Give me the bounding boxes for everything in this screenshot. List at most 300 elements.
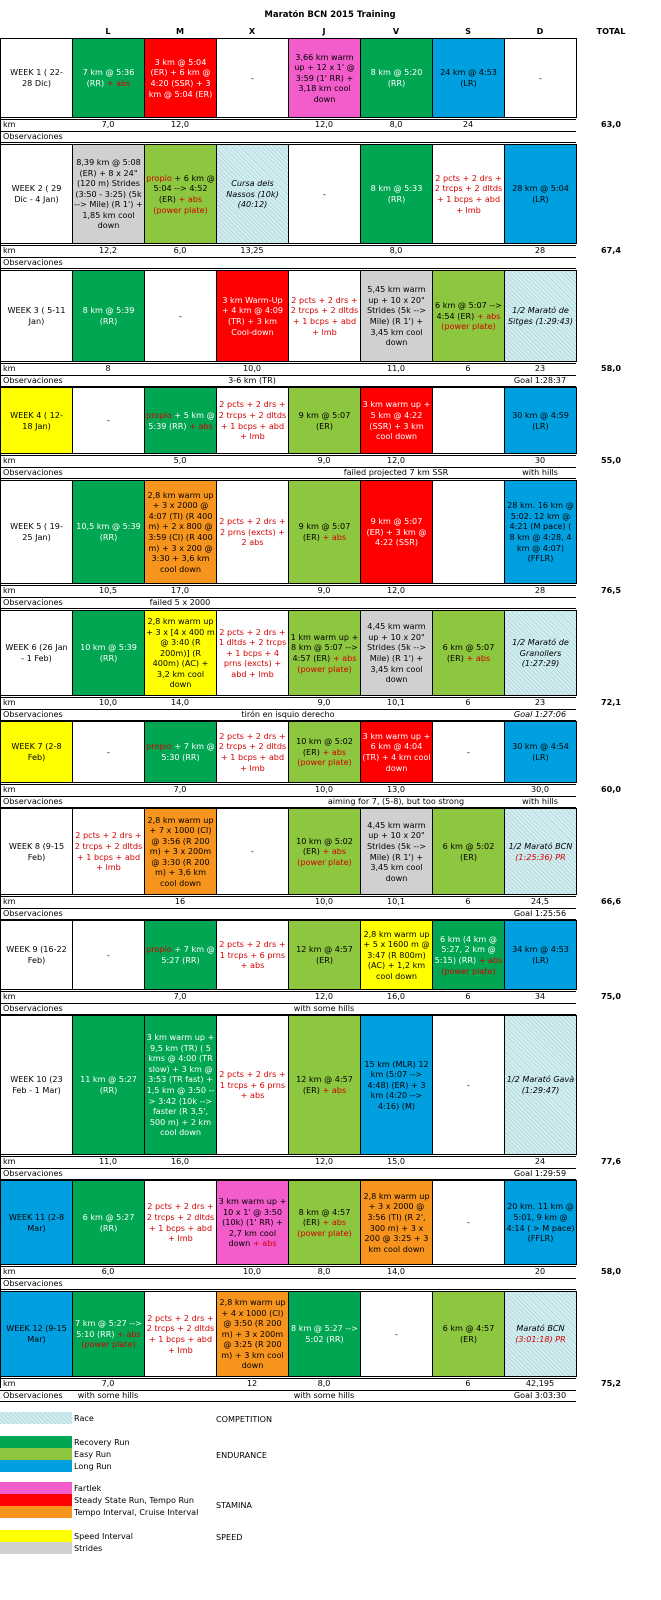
- workout-text: [434, 1323, 503, 1344]
- workout-cell[interactable]: [504, 1291, 577, 1377]
- km-value: 6,0: [101, 1266, 115, 1277]
- workout-text-part: 6 km @ 5:07 --> 4:54 (ER): [435, 300, 502, 321]
- obs-label: Observaciones: [3, 1278, 63, 1289]
- km-value: [144, 1266, 216, 1277]
- km-value: 24: [534, 1156, 546, 1167]
- observation-text: aiming for 7, (5-8), but too strong: [327, 796, 465, 807]
- workout-cell[interactable]: [216, 920, 289, 990]
- km-value: 6: [465, 363, 471, 374]
- week-label-text: WEEK 6 (26 Jan - 1 Feb): [5, 642, 68, 663]
- workout-cell[interactable]: [288, 144, 361, 244]
- workout-cell[interactable]: [432, 610, 505, 696]
- workout-text-part: 9 km @ 5:07 (ER): [298, 409, 351, 431]
- workout-cell[interactable]: [432, 387, 505, 454]
- workout-text: [74, 157, 143, 231]
- workout-text-part: 2,8 km warm up + 3 x 2000 @ 4:07 (TI) (R 400 m) + 2 x 800 @ 3:59 (CI) (R 400 m) + 3 x 200 @ 3:30 + 3,6 km cool down: [147, 489, 214, 574]
- workout-cell[interactable]: [144, 721, 217, 783]
- workout-cell[interactable]: [432, 721, 505, 783]
- km-value: 13,0: [386, 784, 406, 795]
- workout-text: [290, 944, 359, 965]
- km-label: km: [3, 119, 16, 130]
- obs-label: Observaciones: [3, 131, 63, 142]
- workout-text-part: Marató BCN: [516, 1323, 565, 1334]
- workout-text: [506, 944, 575, 965]
- workout-text: [146, 57, 215, 99]
- legend-label: Recovery Run: [74, 1437, 130, 1447]
- workout-text: [218, 1196, 287, 1249]
- week-label: [0, 1291, 73, 1377]
- workout-extra-text: + abs (power plate): [297, 1217, 352, 1238]
- workout-cell[interactable]: [432, 920, 505, 990]
- workout-text: [434, 173, 503, 215]
- workout-cell[interactable]: [504, 480, 577, 584]
- day-header-d: D: [536, 25, 544, 36]
- km-value: 42,195: [525, 1378, 555, 1389]
- km-value: [504, 119, 576, 130]
- workout-text-part: 6 km @ 5:27 (RR): [82, 1211, 135, 1233]
- workout-text: [74, 415, 143, 426]
- km-value: 10,0: [98, 697, 118, 708]
- workout-cell[interactable]: [504, 38, 577, 118]
- workout-cell[interactable]: [432, 480, 505, 584]
- workout-cell[interactable]: [144, 1180, 217, 1265]
- workout-cell[interactable]: [144, 387, 217, 454]
- obs-label: Observaciones: [3, 1003, 63, 1014]
- legend-label: Speed Interval: [74, 1531, 133, 1541]
- workout-text: [362, 399, 431, 441]
- km-value: 12: [246, 1378, 258, 1389]
- workout-text-part: 12 km @ 4:57 (ER): [296, 1074, 353, 1095]
- workout-cell[interactable]: [72, 610, 145, 696]
- workout-cell[interactable]: [72, 38, 145, 118]
- workout-cell[interactable]: [432, 38, 505, 118]
- workout-extra-text: + abs: [466, 653, 491, 663]
- km-value: [216, 1156, 288, 1167]
- workout-text-part: -: [251, 72, 254, 83]
- workout-text: [146, 410, 215, 431]
- workout-cell[interactable]: [216, 1015, 289, 1155]
- observation-text: with some hills: [293, 1003, 355, 1014]
- workout-text: [290, 736, 359, 768]
- km-value: 10,5: [98, 585, 118, 596]
- workout-text-part: 2 pcts + 2 drs + 2 trcps + 2 dltds + 1 bcps + abd + lmb: [434, 172, 503, 215]
- workout-text-part: 3 km Warm-Up + 4 km @ 4:09 (TR) + 3 km Cool-down: [221, 294, 284, 337]
- workout-text-part: 2 pcts + 2 drs + 1 dltds + 2 trcps + 1 bcps + 4 prns (excts) + abd + lmb: [218, 626, 287, 679]
- workout-cell[interactable]: [288, 610, 361, 696]
- workout-cell[interactable]: [504, 610, 577, 696]
- km-value: 10,0: [242, 363, 262, 374]
- observation-text: with hills: [522, 796, 558, 807]
- legend-swatch-fartlek: [0, 1482, 72, 1494]
- workout-cell[interactable]: [288, 38, 361, 118]
- workout-cell[interactable]: [504, 920, 577, 990]
- workout-text: [146, 944, 215, 965]
- workout-cell[interactable]: [432, 144, 505, 244]
- observation-text: tirón en isquio derecho: [241, 709, 335, 720]
- workout-text-part: 8 km @ 5:20 (RR): [370, 67, 423, 88]
- km-value: [72, 896, 144, 907]
- workout-cell[interactable]: [360, 808, 433, 895]
- workout-text: [218, 627, 287, 680]
- workout-cell[interactable]: [72, 920, 145, 990]
- workout-text: [362, 621, 431, 684]
- workout-extra-text: (3:01:18) PR: [515, 1334, 566, 1344]
- km-value: 10,0: [314, 784, 334, 795]
- workout-cell[interactable]: [72, 1291, 145, 1377]
- workout-text: [74, 1318, 143, 1350]
- workout-cell[interactable]: [144, 610, 217, 696]
- workout-text-part: 2,8 km warm up + 4 x 1000 (CI) @ 3:50 (R 200 m) + 3 x 200m @ 3:25 (R 200 m) + 3 km cool down: [219, 1297, 286, 1371]
- workout-cell[interactable]: [360, 721, 433, 783]
- workout-cell[interactable]: [216, 38, 289, 118]
- observation-text: Goal 1:25:56: [513, 908, 567, 919]
- workout-text: [506, 1074, 575, 1095]
- km-value: 12,0: [314, 119, 334, 130]
- workout-text: [146, 1313, 215, 1355]
- workout-cell[interactable]: [72, 1180, 145, 1265]
- workout-cell[interactable]: [360, 1291, 433, 1377]
- workout-text: [434, 747, 503, 758]
- workout-text-part: 6 km @ 5:07 (ER): [442, 642, 495, 663]
- workout-cell[interactable]: [432, 1291, 505, 1377]
- workout-cell[interactable]: [504, 1015, 577, 1155]
- workout-cell[interactable]: [504, 808, 577, 895]
- week-label-text: WEEK 2 ( 29 Dic - 4 Jan): [11, 183, 62, 204]
- workout-extra-text: + abs: [322, 532, 347, 542]
- day-header-l: L: [105, 25, 111, 36]
- workout-cell[interactable]: [216, 721, 289, 783]
- km-value: 6: [465, 991, 471, 1002]
- workout-text: [146, 311, 215, 322]
- week-label: [0, 38, 73, 118]
- obs-row-line: [0, 131, 576, 132]
- workout-text-part: 2 pcts + 2 drs + 2 trcps + 2 dltds + 1 bcps + abd + lmb: [146, 1201, 215, 1244]
- workout-text: [434, 1080, 503, 1091]
- workout-text: [74, 521, 143, 542]
- workout-text-part: 3 km warm up + 5 km @ 4:22 (SSR) + 3 km cool down: [362, 399, 431, 442]
- workout-cell[interactable]: [72, 270, 145, 362]
- workout-text: [146, 1032, 215, 1137]
- legend-swatch-race: [0, 1412, 72, 1424]
- legend-category: STAMINA: [216, 1500, 252, 1510]
- workout-text: [434, 300, 503, 332]
- km-label: km: [3, 991, 16, 1002]
- workout-cell[interactable]: [216, 1291, 289, 1377]
- km-label: km: [3, 363, 16, 374]
- workout-text-part: 8 km @ 5:39 (RR): [82, 305, 135, 326]
- workout-text: [218, 1069, 287, 1101]
- km-value: [144, 363, 216, 374]
- workout-text-part: 2 pcts + 2 drs + 2 trcps + 2 dltds + 1 bcps + abd + lmb: [146, 1312, 215, 1355]
- workout-cell[interactable]: [216, 480, 289, 584]
- workout-cell[interactable]: [432, 1015, 505, 1155]
- obs-row-line: [0, 1168, 576, 1169]
- km-value: [216, 896, 288, 907]
- workout-cell[interactable]: [216, 144, 289, 244]
- workout-extra-text: + abs (power plate): [297, 653, 357, 674]
- obs-label: Observaciones: [3, 1390, 63, 1401]
- km-value: 8: [105, 363, 111, 374]
- workout-cell[interactable]: [432, 270, 505, 362]
- observation-text: failed 5 x 2000: [149, 597, 211, 608]
- workout-cell[interactable]: [360, 1180, 433, 1265]
- km-value: [288, 363, 360, 374]
- workout-cell[interactable]: [288, 721, 361, 783]
- workout-text-part: 2 pcts + 2 drs + 1 trcps + 6 prns + abs: [219, 939, 286, 971]
- workout-extra-text: + abs (power plate): [441, 310, 501, 332]
- workout-cell[interactable]: [504, 1180, 577, 1265]
- week-total: 58,0: [601, 363, 621, 374]
- workout-cell[interactable]: [360, 480, 433, 584]
- workout-cell[interactable]: [216, 610, 289, 696]
- workout-cell[interactable]: [144, 480, 217, 584]
- km-value: 6: [465, 1378, 471, 1389]
- workout-text: [74, 305, 143, 326]
- workout-text-part: 15 km (MLR) 12 km (5:07 --> 4:48) (ER) + 3 km (4:20 --> 4:16) (M): [364, 1058, 429, 1111]
- workout-cell[interactable]: [360, 38, 433, 118]
- km-value: [144, 1378, 216, 1389]
- obs-label: Observaciones: [3, 1168, 63, 1179]
- workout-text: [74, 1074, 143, 1095]
- km-label: km: [3, 245, 16, 256]
- workout-text: [218, 178, 287, 210]
- km-value: 12,0: [314, 991, 334, 1002]
- obs-label: Observaciones: [3, 709, 63, 720]
- workout-cell[interactable]: [288, 1015, 361, 1155]
- week-label: [0, 270, 73, 362]
- workout-extra-text: propio: [146, 944, 172, 955]
- workout-cell[interactable]: [144, 1291, 217, 1377]
- workout-text-part: 3,66 km warm up + 12 x 1' @ 3:59 (1' RR) + 3,18 km cool down: [294, 51, 355, 104]
- km-value: 7,0: [173, 784, 187, 795]
- workout-cell[interactable]: [72, 1015, 145, 1155]
- workout-text-part: 6 km @ 5:02 (ER): [442, 840, 495, 862]
- workout-text-part: 10 km @ 5:02 (ER): [296, 835, 353, 857]
- workout-text-part: 24 km @ 4:53 (LR): [440, 67, 497, 88]
- workout-cell[interactable]: [144, 920, 217, 990]
- workout-text: [146, 490, 215, 574]
- legend-swatch-speed: [0, 1530, 72, 1542]
- workout-cell[interactable]: [144, 270, 217, 362]
- day-header-x: X: [248, 25, 256, 36]
- workout-text: [146, 173, 215, 215]
- workout-text: [506, 1201, 575, 1243]
- workout-text-part: 2 pcts + 2 drs + 2 trcps + 2 dltds + 1 bcps + abd + lmb: [218, 730, 287, 773]
- legend-swatch-strides: [0, 1542, 72, 1554]
- obs-row-line: [0, 1278, 576, 1279]
- workout-text-part: -: [539, 72, 542, 83]
- observation-text: Goal 3:03:30: [513, 1390, 567, 1401]
- week-total: 76,5: [601, 585, 621, 596]
- km-value: [432, 1266, 504, 1277]
- workout-text-part: 1/2 Marató BCN: [508, 840, 573, 851]
- workout-text: [218, 939, 287, 971]
- obs-row-line: [0, 1289, 576, 1290]
- sheet-title: Maratón BCN 2015 Training: [264, 10, 396, 21]
- workout-cell[interactable]: [72, 387, 145, 454]
- workout-text-part: 2 pcts + 2 drs + 2 trcps + 2 dltds + 1 bcps + abd + lmb: [218, 399, 287, 442]
- workout-text: [290, 1323, 359, 1344]
- workout-cell[interactable]: [360, 387, 433, 454]
- obs-row-line: [0, 268, 576, 269]
- legend-label: Easy Run: [74, 1449, 112, 1459]
- workout-text: [434, 841, 503, 862]
- workout-text-part: 2,8 km warm up + 5 x 1600 m @ 3:47 (R 800m) (AC) + 1,2 km cool down: [363, 928, 430, 981]
- workout-text-part: 8 km @ 5:33 (RR): [370, 183, 423, 204]
- workout-extra-text: + abs (power plate): [441, 955, 503, 976]
- km-value: [216, 455, 288, 466]
- workout-text-part: 3 km warm up + 10 x 1' @ 3:50 (10k) (1' RR) + 2,7 km cool down: [218, 1196, 287, 1249]
- workout-cell[interactable]: [504, 270, 577, 362]
- workout-text: [362, 516, 431, 548]
- workout-text-part: 1/2 Marató Gavà (1:29:47): [506, 1074, 575, 1095]
- workout-cell[interactable]: [288, 387, 361, 454]
- workout-cell[interactable]: [432, 808, 505, 895]
- workout-cell[interactable]: [288, 808, 361, 895]
- workout-text: [290, 52, 359, 105]
- workout-text-part: 9 km @ 5:07 (ER): [298, 521, 351, 542]
- km-value: 9,0: [317, 697, 331, 708]
- workout-cell[interactable]: [360, 144, 433, 244]
- workout-text-part: 8 km @ 4:57 (ER): [298, 1206, 351, 1228]
- workout-cell[interactable]: [72, 808, 145, 895]
- workout-cell[interactable]: [504, 144, 577, 244]
- workout-text-part: + 6 km @ 5:04 --> 4:52 (ER): [153, 172, 215, 204]
- workout-cell[interactable]: [288, 1291, 361, 1377]
- workout-text-part: + 5 km @ 5:39 (RR): [148, 409, 215, 431]
- workout-text: [218, 295, 287, 337]
- workout-cell[interactable]: [72, 144, 145, 244]
- week-label-text: WEEK 10 (23 Feb - 1 Mar): [10, 1074, 63, 1095]
- workout-text-part: 8,39 km @ 5:08 (ER) + 8 x 24" (120 m) Strides (3:50 - 3:25) (5k --> Mile) (R 1') + 1,85 km cool down: [74, 157, 143, 231]
- workout-text-part: 1 km warm up + 8 km @ 5:07 --> 4:57 (ER): [290, 631, 359, 663]
- workout-cell[interactable]: [360, 920, 433, 990]
- workout-text: [506, 183, 575, 204]
- workout-text: [362, 183, 431, 204]
- week-label: [0, 808, 73, 895]
- workout-cell[interactable]: [288, 920, 361, 990]
- workout-text-part: 30 km @ 4:59 (LR): [512, 409, 569, 431]
- workout-cell[interactable]: [360, 610, 433, 696]
- week-total: 60,0: [601, 784, 621, 795]
- workout-text: [434, 1217, 503, 1228]
- workout-cell[interactable]: [360, 1015, 433, 1155]
- workout-text: [74, 747, 143, 758]
- week-label-text: WEEK 4 ( 12-18 Jan): [10, 409, 63, 431]
- workout-text-part: 7 km @ 5:36 (RR): [82, 67, 135, 88]
- workout-cell[interactable]: [144, 144, 217, 244]
- workout-cell[interactable]: [288, 270, 361, 362]
- workout-cell[interactable]: [144, 38, 217, 118]
- workout-cell[interactable]: [216, 387, 289, 454]
- km-value: 14,0: [386, 1266, 406, 1277]
- workout-text-part: 2,8 km warm up + 3 x 2000 @ 3:56 (TI) (R 2', 300 m) + 3 x 200 @ 3:25 + 3 km cool down: [363, 1190, 430, 1254]
- week-total: 66,6: [601, 896, 621, 907]
- workout-text: [434, 934, 503, 976]
- km-value: 11,0: [386, 363, 406, 374]
- workout-extra-text: (1:25:36) PR: [515, 851, 566, 862]
- workout-cell[interactable]: [504, 387, 577, 454]
- km-value: 34: [534, 991, 546, 1002]
- km-label: km: [3, 1378, 16, 1389]
- workout-extra-text: + abs: [189, 420, 213, 431]
- km-value: 5,0: [173, 455, 187, 466]
- legend-label: Strides: [74, 1543, 103, 1553]
- workout-cell[interactable]: [360, 270, 433, 362]
- week-label-text: WEEK 7 (2-8 Feb): [11, 741, 62, 762]
- workout-text: [290, 1074, 359, 1095]
- km-label: km: [3, 1266, 16, 1277]
- workout-cell[interactable]: [216, 270, 289, 362]
- week-label: [0, 610, 73, 696]
- total-header: TOTAL: [596, 25, 626, 36]
- km-value: [216, 585, 288, 596]
- workout-extra-text: propio: [146, 741, 172, 752]
- observation-text: with some hills: [293, 1390, 355, 1401]
- km-value: [72, 991, 144, 1002]
- workout-cell[interactable]: [72, 721, 145, 783]
- workout-text: [506, 741, 575, 762]
- legend-category: SPEED: [216, 1532, 243, 1542]
- week-total: 77,6: [601, 1156, 621, 1167]
- workout-text-part: 34 km @ 4:53 (LR): [512, 944, 569, 965]
- workout-text: [290, 1207, 359, 1239]
- workout-text: [74, 830, 143, 872]
- week-label: [0, 1015, 73, 1155]
- obs-row-line: [0, 478, 576, 479]
- legend-label: Race: [74, 1413, 94, 1423]
- legend-label: Long Run: [74, 1461, 112, 1471]
- workout-cell[interactable]: [216, 808, 289, 895]
- legend-swatch-steady: [0, 1494, 72, 1506]
- workout-cell[interactable]: [288, 1180, 361, 1265]
- week-total: 75,2: [601, 1378, 621, 1389]
- km-value: 23: [534, 363, 546, 374]
- workout-cell[interactable]: [432, 1180, 505, 1265]
- km-label: km: [3, 585, 16, 596]
- week-total: 72,1: [601, 697, 621, 708]
- workout-extra-text: + abs (power plate): [297, 746, 352, 768]
- workout-text-part: -: [323, 188, 326, 199]
- workout-cell[interactable]: [144, 808, 217, 895]
- km-value: 28: [534, 585, 546, 596]
- obs-row-line: [0, 608, 576, 609]
- workout-cell[interactable]: [72, 480, 145, 584]
- km-label: km: [3, 697, 16, 708]
- workout-text-part: 20 km. 11 km @ 5:01, 9 km @ 4:14 ( > M pace) (FFLR): [506, 1201, 575, 1244]
- workout-extra-text: + abs (power plate): [81, 1328, 141, 1350]
- workout-cell[interactable]: [216, 1180, 289, 1265]
- km-value: 12,0: [314, 1156, 334, 1167]
- workout-text: [362, 67, 431, 88]
- workout-text-part: -: [107, 949, 110, 960]
- km-value: 9,0: [317, 585, 331, 596]
- workout-text-part: 3 km @ 5:04 (ER) + 6 km @ 4:20 (SSR) + 3 km @ 5:04 (ER): [148, 56, 213, 99]
- km-value: 7,0: [101, 119, 115, 130]
- workout-text: [290, 410, 359, 431]
- workout-text: [362, 1329, 431, 1340]
- workout-cell[interactable]: [144, 1015, 217, 1155]
- workout-cell[interactable]: [504, 721, 577, 783]
- km-value: [216, 784, 288, 795]
- workout-cell[interactable]: [288, 480, 361, 584]
- workout-text-part: 1/2 Marató de Sitges (1:29:43): [508, 305, 573, 326]
- week-total: 58,0: [601, 1266, 621, 1277]
- km-value: 6,0: [173, 245, 187, 256]
- week-label-text: WEEK 8 (9-15 Feb): [8, 840, 65, 862]
- workout-text-part: 2,8 km warm up + 3 x [4 x 400 m @ 3:40 (R 200m)] (R 400m) (AC) + 3,2 km cool down: [146, 616, 215, 690]
- km-value: 7,0: [173, 991, 187, 1002]
